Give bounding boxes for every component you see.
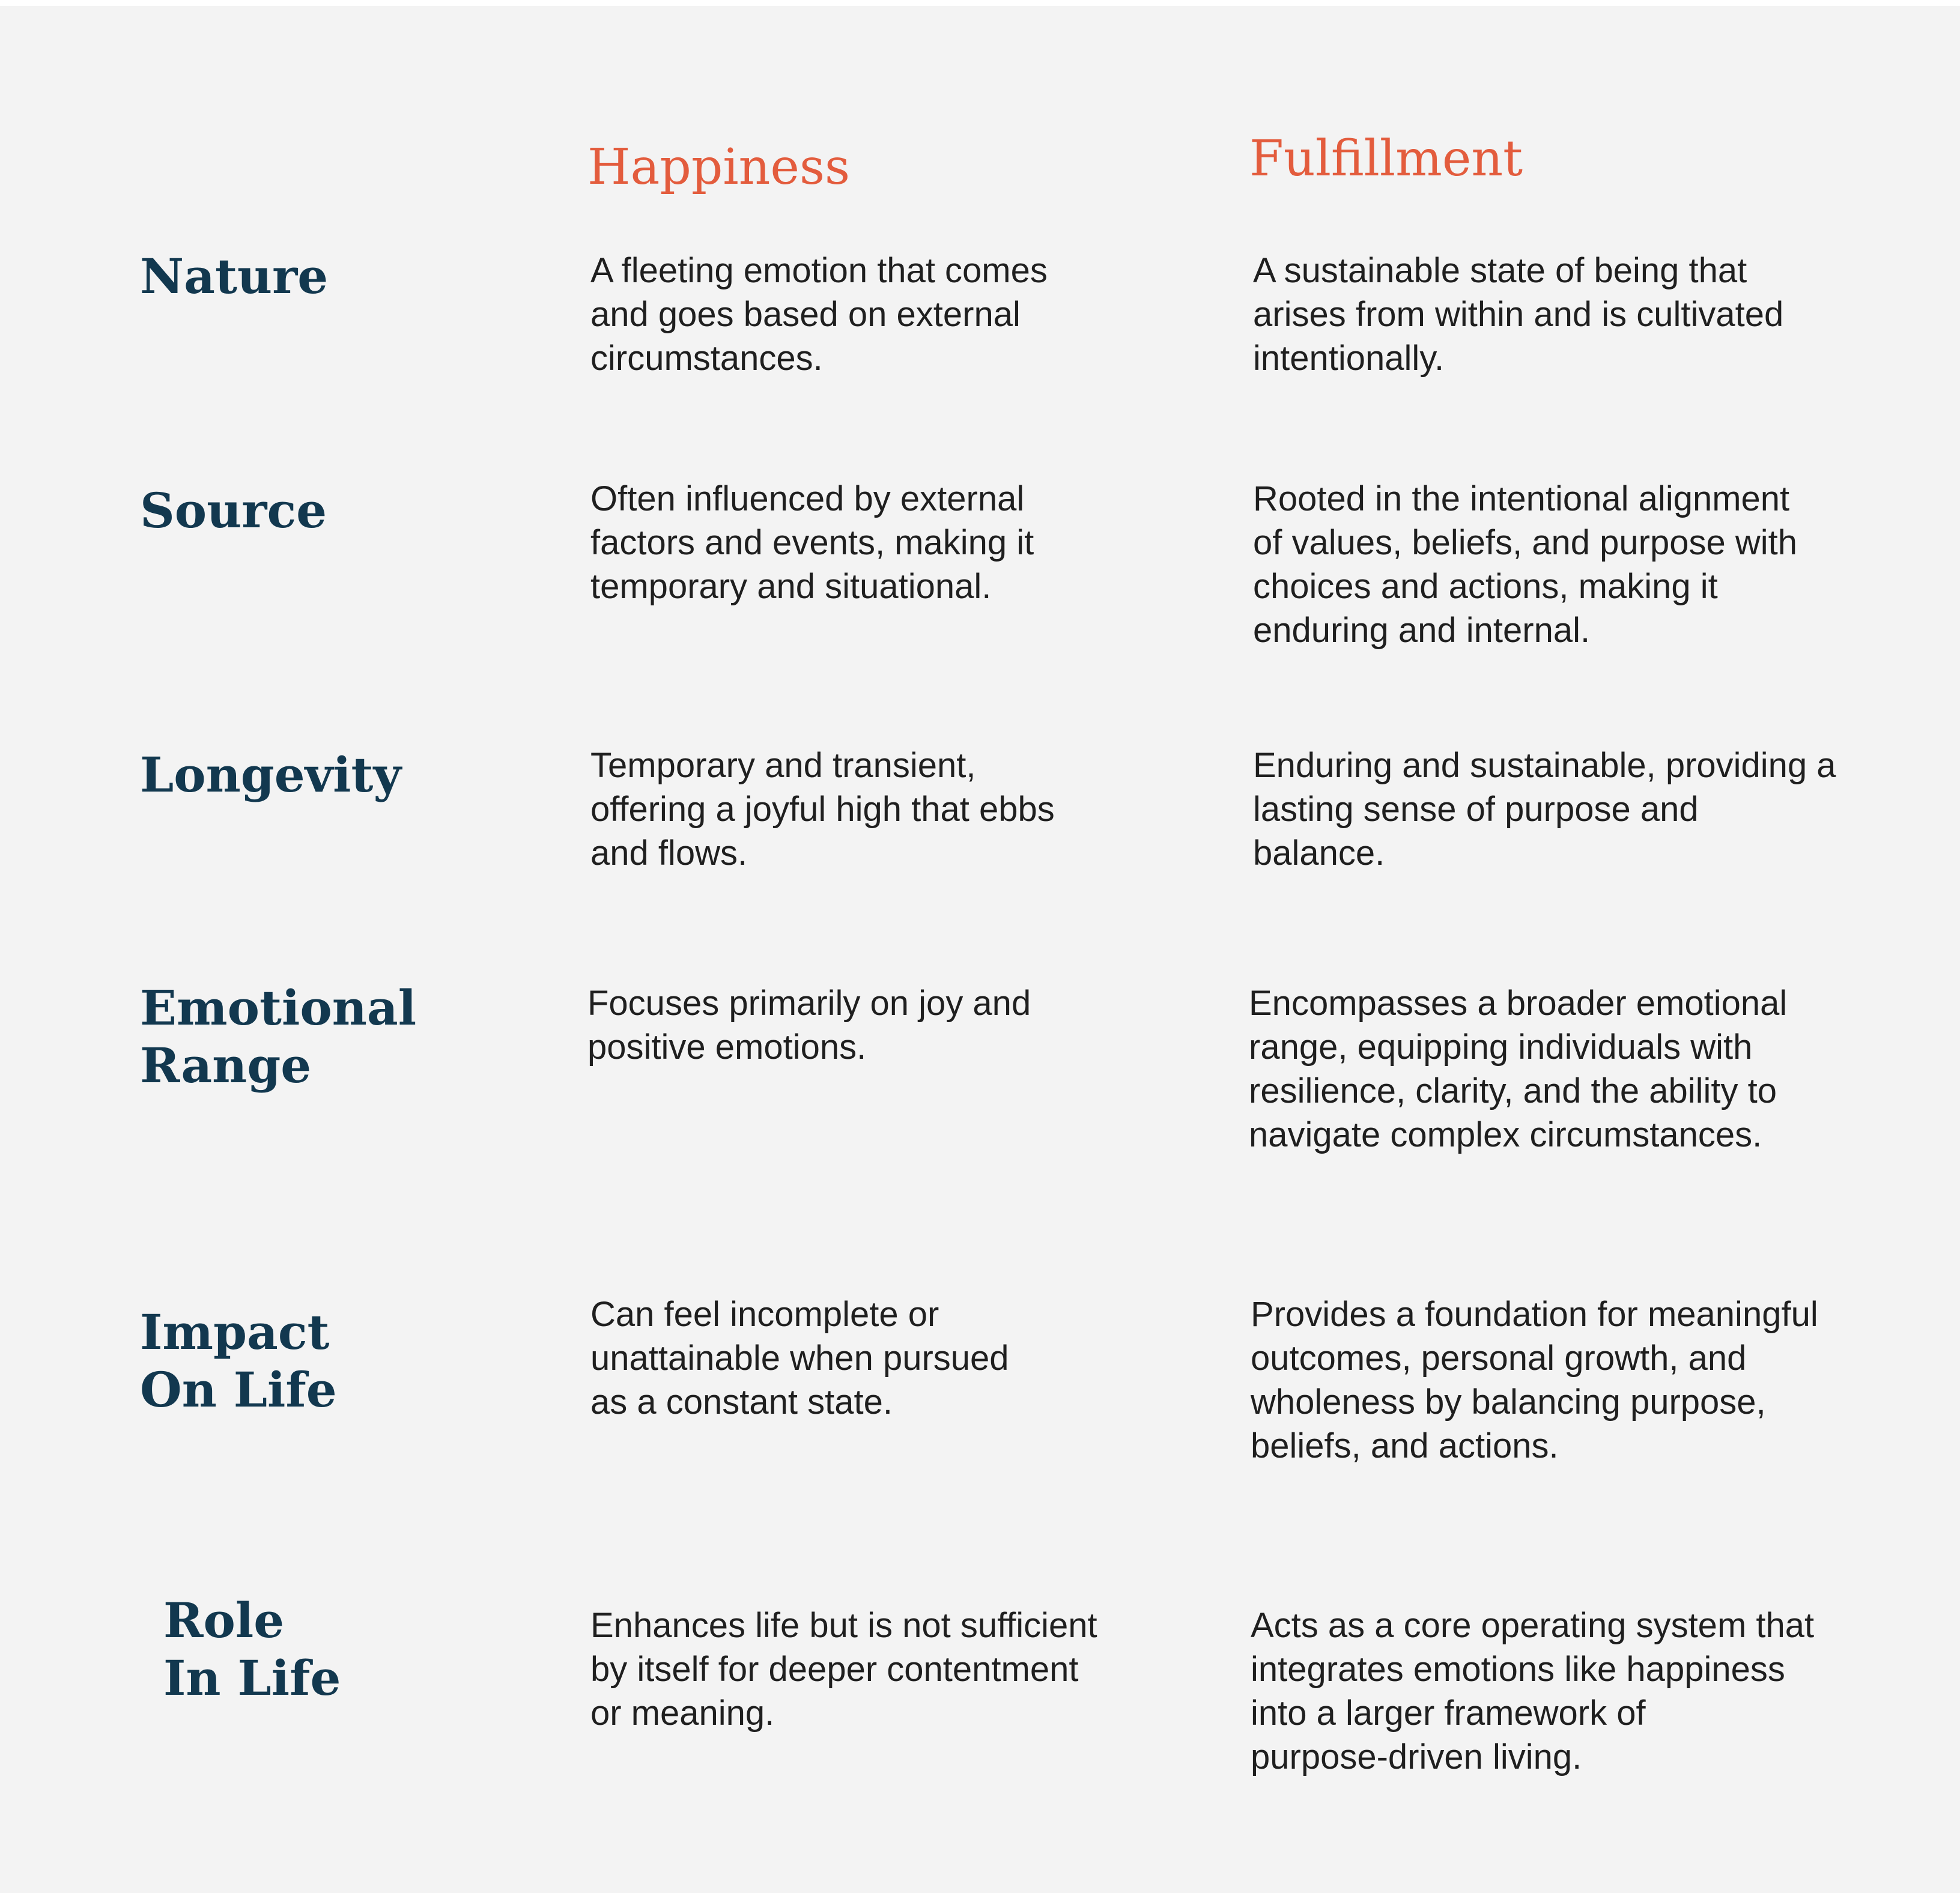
cell-line: into a larger framework of [1251, 1694, 1646, 1733]
cell-fulfillment-source [1253, 477, 1797, 652]
cell-line: range, equipping individuals with [1249, 1028, 1753, 1067]
cell-line: Temporary and transient, [590, 746, 976, 785]
cell-line: resilience, clarity, and the ability to [1249, 1071, 1777, 1110]
cell-line: and flows. [590, 834, 748, 873]
row-label-line: Nature [140, 248, 329, 304]
cell-line: offering a joyful high that ebbs [590, 790, 1055, 829]
cell-line: Enhances life but is not sufficient [590, 1606, 1097, 1645]
cell-line: navigate complex circumstances. [1249, 1115, 1762, 1154]
cell-line: purpose-driven living. [1251, 1737, 1582, 1776]
row-label-longevity [140, 746, 401, 804]
cell-line: outcomes, personal growth, and [1251, 1339, 1747, 1378]
cell-line: factors and events, making it [590, 523, 1034, 562]
cell-happiness-emotional-range [587, 981, 1031, 1069]
cell-line: Enduring and sustainable, providing a [1253, 746, 1836, 785]
cell-line: of values, beliefs, and purpose with [1253, 523, 1797, 562]
row-label-role-in-life [163, 1592, 341, 1707]
cell-line: Focuses primarily on joy and [587, 984, 1031, 1023]
row-label-emotional-range [140, 979, 416, 1094]
row-label-nature [140, 247, 328, 305]
cell-line: Encompasses a broader emotional [1249, 984, 1788, 1023]
cell-fulfillment-nature [1253, 249, 1783, 380]
cell-happiness-nature [590, 249, 1048, 380]
cell-line: A fleeting emotion that comes [590, 251, 1048, 290]
cell-line: Often influenced by external [590, 479, 1025, 518]
cell-line: unattainable when pursued [590, 1339, 1009, 1378]
comparison-panel [0, 6, 1960, 1893]
cell-happiness-role-in-life [590, 1604, 1097, 1735]
cell-line: Can feel incomplete or [590, 1295, 939, 1334]
row-label-line: Range [140, 1037, 312, 1094]
row-label-source [140, 482, 327, 539]
cell-line: balance. [1253, 834, 1385, 873]
cell-line: intentionally. [1253, 339, 1445, 378]
cell-line: temporary and situational. [590, 567, 992, 606]
row-label-impact-on-life [140, 1303, 337, 1419]
cell-happiness-longevity [590, 744, 1055, 875]
cell-line: Provides a foundation for meaningful [1251, 1295, 1818, 1334]
cell-line: integrates emotions like happiness [1251, 1650, 1785, 1689]
row-label-line: On Life [140, 1361, 337, 1418]
row-label-line: Emotional [140, 980, 417, 1036]
cell-line: beliefs, and actions. [1251, 1426, 1559, 1465]
cell-line: arises from within and is cultivated [1253, 295, 1784, 334]
column-header-fulfillment: Fulfillment [1249, 130, 1523, 187]
cell-line: enduring and internal. [1253, 611, 1591, 650]
cell-line: Rooted in the intentional alignment [1253, 479, 1790, 518]
row-label-line: Longevity [140, 747, 401, 803]
cell-line: wholeness by balancing purpose, [1251, 1383, 1766, 1422]
cell-fulfillment-emotional-range [1249, 981, 1787, 1157]
cell-line: lasting sense of purpose and [1253, 790, 1699, 829]
cell-happiness-source [590, 477, 1034, 608]
cell-line: by itself for deeper contentment [590, 1650, 1079, 1689]
cell-line: and goes based on external [590, 295, 1021, 334]
cell-line: choices and actions, making it [1253, 567, 1718, 606]
cell-fulfillment-longevity [1253, 744, 1836, 875]
column-header-happiness: Happiness [587, 139, 851, 196]
cell-line: positive emotions. [587, 1028, 867, 1067]
row-label-line: Impact [140, 1304, 330, 1360]
cell-fulfillment-impact-on-life [1251, 1292, 1818, 1468]
cell-fulfillment-role-in-life [1251, 1604, 1814, 1779]
cell-line: or meaning. [590, 1694, 775, 1733]
cell-line: A sustainable state of being that [1253, 251, 1747, 290]
row-label-line: In Life [163, 1650, 341, 1706]
row-label-line: Role [163, 1592, 285, 1649]
row-label-line: Source [140, 482, 327, 539]
cell-line: as a constant state. [590, 1383, 893, 1422]
cell-line: circumstances. [590, 339, 823, 378]
cell-line: Acts as a core operating system that [1251, 1606, 1815, 1645]
cell-happiness-impact-on-life [590, 1292, 1009, 1424]
